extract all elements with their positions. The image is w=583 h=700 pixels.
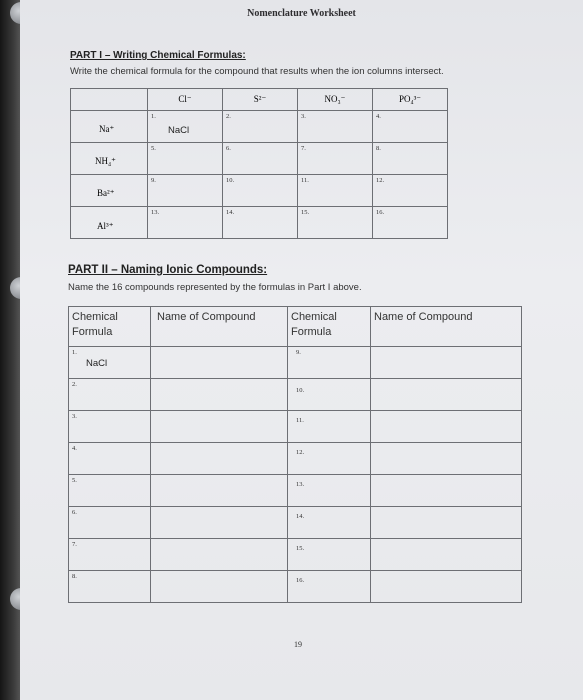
col-header-name: Name of Compound [151, 307, 288, 347]
formula-cell[interactable]: 13. [288, 475, 371, 507]
formula-grid [70, 88, 448, 239]
name-cell[interactable] [371, 507, 522, 539]
formula-answer: NaCl [86, 358, 108, 369]
grid-cell[interactable]: 4. [373, 111, 448, 143]
col-header-name: Name of Compound [371, 307, 522, 347]
grid-answer: NaCl [168, 125, 190, 136]
formula-cell[interactable]: 1. NaCl [69, 347, 151, 379]
formula-cell[interactable]: 4. [69, 443, 151, 475]
part1-instruction: Write the chemical formula for the compound that results when the ion columns intersect. [70, 66, 444, 77]
naming-table [68, 306, 522, 603]
grid-cell[interactable]: 2. [223, 111, 298, 143]
grid-cell[interactable]: 1. NaCl [148, 111, 223, 143]
name-cell[interactable] [371, 571, 522, 603]
formula-cell[interactable]: 15. [288, 539, 371, 571]
anion-header: PO₄³⁻ [373, 89, 448, 111]
name-cell[interactable] [371, 411, 522, 443]
anion-header: S²⁻ [223, 89, 298, 111]
part1-heading: PART I – Writing Chemical Formulas: [70, 50, 246, 61]
cation-label: Na⁺ [71, 111, 148, 143]
anion-header: NO₃⁻ [298, 89, 373, 111]
name-cell[interactable] [371, 443, 522, 475]
name-cell[interactable] [371, 379, 522, 411]
formula-cell[interactable]: 3. [69, 411, 151, 443]
cation-label: Al³⁺ [71, 207, 148, 239]
col-header-formula: Chemical Formula [69, 307, 151, 347]
name-cell[interactable] [151, 539, 288, 571]
grid-cell[interactable]: 15. [298, 207, 373, 239]
formula-cell[interactable]: 6. [69, 507, 151, 539]
grid-cell[interactable]: 9. [148, 175, 223, 207]
name-cell[interactable] [151, 571, 288, 603]
name-cell[interactable] [151, 475, 288, 507]
name-cell[interactable] [151, 379, 288, 411]
worksheet-page [20, 0, 583, 700]
grid-cell[interactable]: 13. [148, 207, 223, 239]
name-cell[interactable] [151, 347, 288, 379]
part2-heading: PART II – Naming Ionic Compounds: [68, 264, 268, 276]
name-cell[interactable] [151, 411, 288, 443]
grid-cell[interactable]: 6. [223, 143, 298, 175]
formula-cell[interactable]: 12. [288, 443, 371, 475]
grid-cell[interactable]: 3. [298, 111, 373, 143]
anion-header: Cl⁻ [148, 89, 223, 111]
name-cell[interactable] [371, 475, 522, 507]
cation-label: NH₄⁺ [71, 143, 148, 175]
page-number: 19 [294, 640, 302, 649]
grid-cell[interactable]: 16. [373, 207, 448, 239]
formula-cell[interactable]: 10. [288, 379, 371, 411]
part2-instruction: Name the 16 compounds represented by the formulas in Part I above. [68, 282, 362, 293]
grid-cell[interactable]: 12. [373, 175, 448, 207]
formula-cell[interactable]: 14. [288, 507, 371, 539]
grid-cell[interactable]: 11. [298, 175, 373, 207]
formula-cell[interactable]: 7. [69, 539, 151, 571]
grid-cell[interactable]: 14. [223, 207, 298, 239]
formula-cell[interactable]: 16. [288, 571, 371, 603]
grid-cell[interactable]: 7. [298, 143, 373, 175]
formula-cell[interactable]: 2. [69, 379, 151, 411]
name-cell[interactable] [371, 539, 522, 571]
formula-cell[interactable]: 9. [288, 347, 371, 379]
worksheet-title: Nomenclature Worksheet [247, 8, 356, 19]
grid-cell[interactable]: 5. [148, 143, 223, 175]
name-cell[interactable] [371, 347, 522, 379]
col-header-formula: Chemical Formula [288, 307, 371, 347]
formula-cell[interactable]: 11. [288, 411, 371, 443]
grid-corner [71, 89, 148, 111]
grid-cell[interactable]: 10. [223, 175, 298, 207]
formula-cell[interactable]: 5. [69, 475, 151, 507]
grid-cell[interactable]: 8. [373, 143, 448, 175]
name-cell[interactable] [151, 443, 288, 475]
formula-cell[interactable]: 8. [69, 571, 151, 603]
cation-label: Ba²⁺ [71, 175, 148, 207]
name-cell[interactable] [151, 507, 288, 539]
